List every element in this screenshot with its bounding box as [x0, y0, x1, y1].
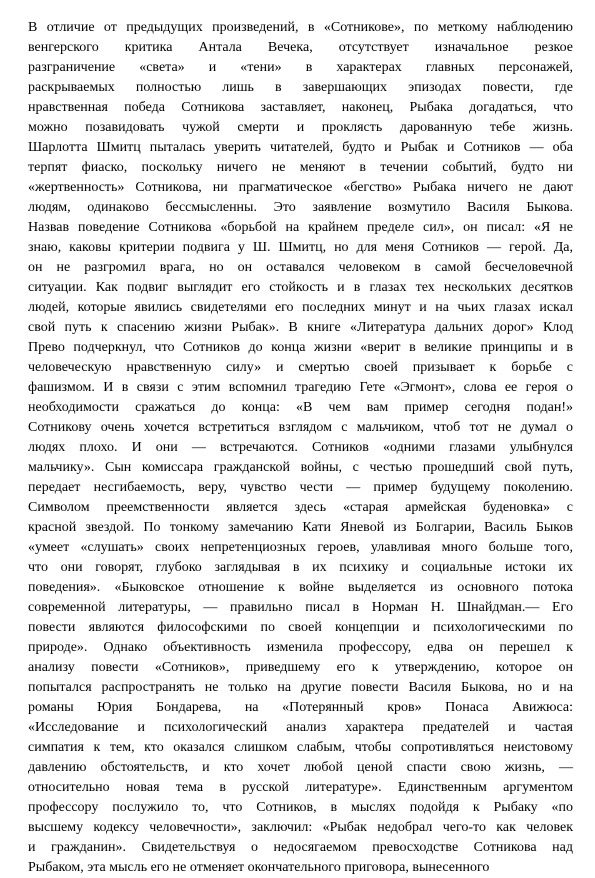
text-line: передает несгибаемость, веру, чувство чести — пример будущему поколению.: [28, 480, 573, 495]
text-line: современной литературы, — правильно писал в Норман Н. Шнайдман.— Его: [28, 600, 573, 615]
text-line: В отличие от предыдущих произведений, в «Сотникове», по меткому наблюдению: [28, 20, 573, 35]
text-line: Сотникову очень хочется встретиться взглядом с мальчиком, чтоб тот не думал о: [28, 420, 573, 435]
text-line: высшему кодексу человечности», заключил: «Рыбак недобрал чего-то как человек: [28, 820, 573, 835]
text-line: романы Юрия Бондарева, на «Потерянный кров» Понаса Авижюса:: [28, 700, 573, 715]
text-line: необходимости сражаться до конца: «В чем вам пример сегодня подан!»: [28, 400, 573, 415]
text-line: раскрываемых полностью лишь в завершающих эпизодах повести, где: [28, 80, 573, 95]
text-line: знаю, каковы критерии подвига у Ш. Шмитц, но для меня Сотников — герой. Да,: [28, 240, 573, 255]
text-line: поведения». «Быковское отношение к войне выделяется из основного потока: [28, 580, 573, 595]
text-line: можно позавидовать чужой смерти и проклясть дарованную тебе жизнь.: [28, 120, 573, 135]
text-line: нравственная победа Сотникова заставляет, наконец, Рыбака догадаться, что: [28, 100, 573, 115]
text-line: венгерского критика Антала Вечека, отсутствует изначальное резкое: [28, 40, 573, 55]
text-line: «жертвенность» Сотникова, ни прагматическое «бегство» Рыбака ничего не дают: [28, 180, 573, 195]
text-line: людям, одинаково бессмысленны. Это заявление возмутило Василя Быкова.: [28, 200, 573, 215]
body-paragraph: [28, 18, 573, 878]
text-line: «умеет «слушать» своих непретенциозных героев, улавливая много больше того,: [28, 540, 573, 555]
text-line: относительно новая тема в русской литературе». Единственным аргументом: [28, 780, 573, 795]
text-line: что они говорят, глубоко заглядывая в их психику и социальные истоки их: [28, 560, 573, 575]
text-line: фашизмом. И в связи с этим вспомнил трагедию Гете «Эгмонт», слова ее героя о: [28, 380, 573, 395]
text-line: давлению обстоятельств, и кто хочет любой ценой спасти свою жизнь, —: [28, 760, 573, 775]
text-line: красной звездой. По тонкому замечанию Кати Яневой из Болгарии, Василь Быков: [28, 520, 573, 535]
text-line: и гражданин». Свидетельствуя о недосягаемом превосходстве Сотникова над: [28, 840, 573, 855]
text-line: людей, которые явились свидетелями его последних минут и на чьих глазах искал: [28, 300, 573, 315]
text-line: Прево подчеркнул, что Сотников до конца жизни «верит в великие принципы и в: [28, 340, 573, 355]
text-line: Символом преемственности является здесь «старая армейская буденовка» с: [28, 500, 573, 515]
text-line: Шарлотта Шмитц пыталась уверить читателей, будто и Рыбак и Сотников — оба: [28, 140, 573, 155]
text-line: ситуации. Как подвиг выглядит его стойкость и в глазах тех нескольких десятков: [28, 280, 573, 295]
text-line: терпят фиаско, поскольку ничего не меняют в течении событий, будто ни: [28, 160, 573, 175]
text-line: профессору послужило то, что Сотников, в мыслях подойдя к Рыбаку «по: [28, 800, 573, 815]
text-line: разграничение «света» и «тени» в характерах главных персонажей,: [28, 60, 573, 75]
text-line: Назвав поведение Сотникова «борьбой на крайнем пределе сил», он писал: «Я не: [28, 220, 573, 235]
text-line: симпатия к тем, кто оказался слишком слабым, чтобы сопротивляться неистовому: [28, 740, 573, 755]
text-line: свой путь к спасению жизни Рыбак». В книге «Литература дальних дорог» Клод: [28, 320, 573, 335]
text-line: «Исследование и психологический анализ характера предателей и частая: [28, 720, 573, 735]
text-line: повести являются философскими по своей концепции и психологическими по: [28, 620, 573, 635]
text-line: Рыбаком, эта мысль его не отменяет окончательного приговора, вынесенного: [28, 860, 490, 875]
text-line: он не разгромил врага, но он оставался человеком в самой бесчеловечной: [28, 260, 573, 275]
text-line: людях плохо. И они — встречаются. Сотников «одними глазами улыбнулся: [28, 440, 573, 455]
text-line: анализу повести «Сотников», приведшему его к утверждению, которое он: [28, 660, 573, 675]
text-line: мальчику». Сын комиссара гражданской войны, с честью прошедший свой путь,: [28, 460, 573, 475]
text-line: человеческую нравственную силу» и смертью своей призывает к борьбе с: [28, 360, 573, 375]
text-line: попытался распространять не только на другие повести Василя Быкова, но и на: [28, 680, 573, 695]
text-line: природе». Однако объективность изменила профессору, едва он перешел к: [28, 640, 573, 655]
